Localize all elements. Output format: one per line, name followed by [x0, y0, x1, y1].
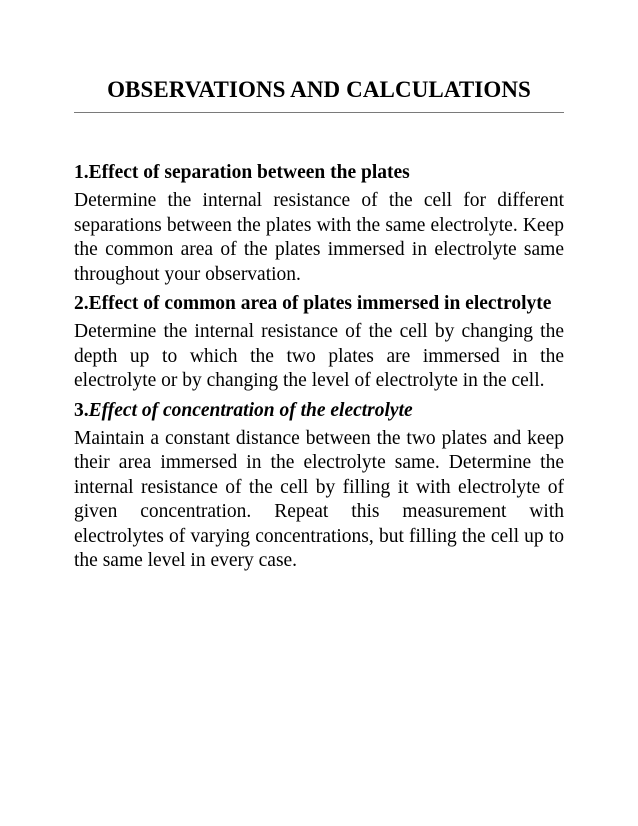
section-heading-text: Effect of separation between the plates	[88, 162, 410, 183]
section-heading	[74, 398, 564, 423]
section-number: 1.	[74, 162, 89, 183]
section-body: Determine the internal resistance of the cell by changing the depth up to which the two plates are immersed in the electrolyte or by changing the level of electrolyte in the cell.	[74, 321, 564, 391]
section-body: Maintain a constant distance between the two plates and keep their area immersed in the electrolyte same. Determine the internal resistance of the cell by filling it with electrolyte of given concentration. Repeat this measurement with electrolytes of varying concentrations, but filling the cell up to the same level in every case.	[74, 427, 564, 571]
document-page	[74, 70, 564, 578]
section-common-area	[74, 291, 564, 394]
section-number: 2.	[74, 293, 89, 314]
section-number: 3.	[74, 399, 89, 421]
section-heading	[74, 291, 564, 316]
section-body: Determine the internal resistance of the cell for different separations between the plates with the same electrolyte. Keep the common area of the plates immersed in electrolyte same throughout your observation.	[74, 190, 564, 285]
section-concentration	[74, 398, 564, 574]
section-heading-text: Effect of concentration of the electrolyte	[88, 399, 413, 421]
page-title: OBSERVATIONS AND CALCULATIONS	[74, 70, 564, 113]
section-separation	[74, 160, 564, 287]
section-heading-text: Effect of common area of plates immersed in electrolyte	[88, 293, 552, 314]
section-heading	[74, 160, 564, 185]
